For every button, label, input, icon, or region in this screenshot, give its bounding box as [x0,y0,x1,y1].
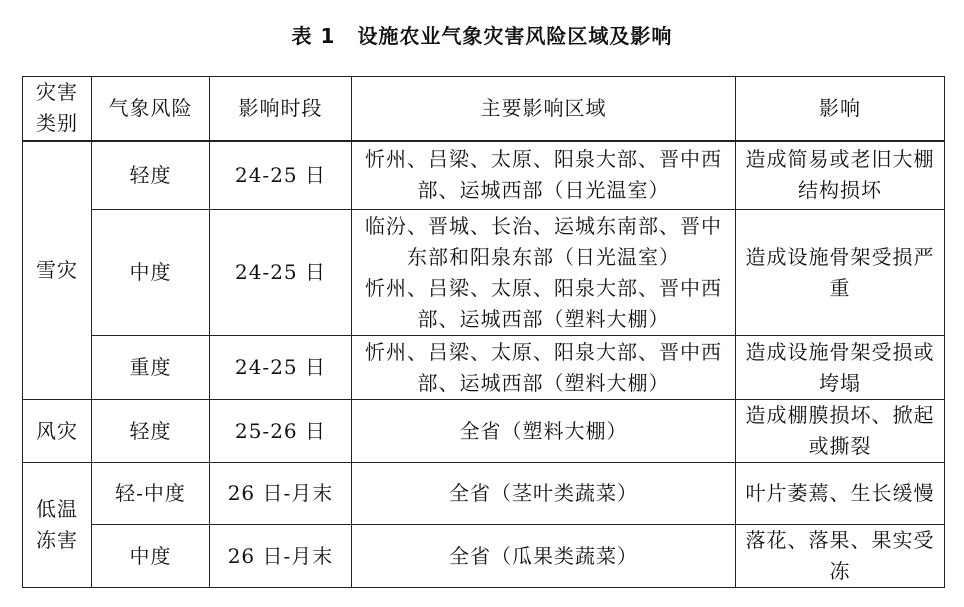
period-cell: 24-25 日 [210,210,352,336]
impact-cell: 造成设施骨架受损严重 [736,210,945,336]
table-row [23,336,945,400]
risk-table [22,76,945,588]
header-risk: 气象风险 [92,77,210,141]
level-cell: 重度 [92,336,210,400]
period-cell: 26 日-月末 [210,525,352,588]
region-cell: 全省（塑料大棚） [352,400,736,463]
table-number: 表 1 [291,24,336,48]
impact-cell: 造成简易或老旧大棚结构损坏 [736,141,945,210]
impact-cell: 叶片萎蔫、生长缓慢 [736,463,945,525]
level-cell: 轻度 [92,141,210,210]
impact-cell: 造成设施骨架受损或垮塌 [736,336,945,400]
level-cell: 中度 [92,525,210,588]
header-period: 影响时段 [210,77,352,141]
header-impact: 影响 [736,77,945,141]
category-cell: 低温冻害 [23,463,92,588]
level-cell: 中度 [92,210,210,336]
region-line: 临汾、晋城、长治、运城东南部、晋中东部和阳泉东部（日光温室） [365,213,722,269]
level-cell: 轻-中度 [92,463,210,525]
level-cell: 轻度 [92,400,210,463]
table-title [0,20,964,49]
period-cell: 24-25 日 [210,141,352,210]
category-cell: 风灾 [23,400,92,463]
table-title-text: 设施农业气象灾害风险区域及影响 [357,24,673,48]
period-cell: 26 日-月末 [210,463,352,525]
region-cell: 忻州、吕梁、太原、阳泉大部、晋中西部、运城西部（日光温室） [352,141,736,210]
region-cell: 全省（茎叶类蔬菜） [352,463,736,525]
period-cell: 24-25 日 [210,336,352,400]
category-cell: 雪灾 [23,141,92,400]
header-category: 灾害类别 [23,77,92,141]
region-cell [352,210,736,336]
header-region: 主要影响区域 [352,77,736,141]
table-row [23,525,945,588]
region-cell: 忻州、吕梁、太原、阳泉大部、晋中西部、运城西部（塑料大棚） [352,336,736,400]
table-row [23,210,945,336]
table-row [23,463,945,525]
impact-cell: 造成棚膜损坏、掀起或撕裂 [736,400,945,463]
impact-cell: 落花、落果、果实受冻 [736,525,945,588]
region-line: 忻州、吕梁、太原、阳泉大部、晋中西部、运城西部（塑料大棚） [365,275,722,331]
table-row [23,400,945,463]
period-cell: 25-26 日 [210,400,352,463]
table-row [23,141,945,210]
header-row [23,77,945,141]
region-cell: 全省（瓜果类蔬菜） [352,525,736,588]
